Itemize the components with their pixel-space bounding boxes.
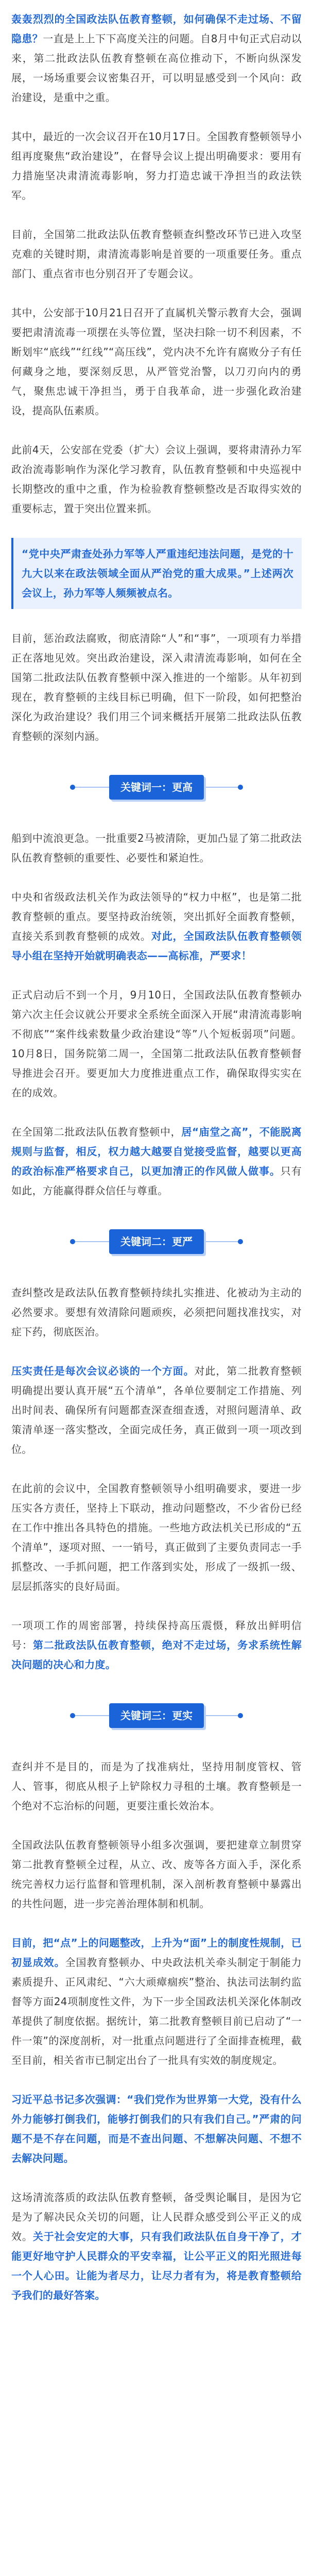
intro-paragraph-6: 目前，惩治政法腐败，彻底清除“人”和“事”，一项项有力举措正在落地见效。突出政治建设，深入肃清流毒影响，如何在全国第二批政法队伍教育整顿中深入推进的一个缩影。从年初到现在，教育整顿的主线目标已明确，但下一阶段，如何把整治深化为政治建设？我们用三个词来概括开展第二批政法队伍教育整顿的深刻内涵。 (11, 632, 302, 742)
divider-dot-icon (70, 1239, 75, 1244)
divider-dot-icon (238, 1713, 243, 1718)
section3-p5-emph: 关于社会安定的大事，只有我们政法队伍自身干净了，才能更好地守护人民群众的平安幸福，让公平正义的阳光照进每一个人心田。让能为者尽力，让尽力者有为，将是教育整顿给予我们的最好答案。 (11, 2230, 302, 2301)
intro-lead: 轰轰烈烈的全国政法队伍教育整顿，如何确保不走过场、不留隐患？ (11, 13, 302, 45)
section3-paragraph-5 (11, 2188, 302, 2305)
highlight-quote (11, 538, 302, 609)
section3-p3-emph: 目前，把“点”上的问题整改，上升为“面”上的制度性规制，已初显成效。 (11, 1937, 302, 1969)
section1-paragraph-2 (11, 887, 302, 965)
section1-p4-emph: 居“庙堂之高”，不能脱离规则与监督，相反，权力越大越要自觉接受监督，越要以更高的政治标准严格要求自己，以更加清正的作风做人做事。 (11, 1126, 302, 1177)
section1-p4-lead: 在全国第二批政法队伍教育整顿中， (11, 1126, 182, 1138)
section2-p2-emph: 压实责任是每次会议必谈的一个方面。 (11, 1365, 195, 1377)
section2-p2-rest: 对此，第二批教育整顿明确提出要认真开展“五个清单”，各单位要制定工作措施、列出时间表、确保所有问题都查深查细查透，对照问题清单、政策清单逐一落实整改，全面完成任务，真正做到一项一项改到位。 (11, 1365, 302, 1455)
divider-dot-icon (238, 1239, 243, 1244)
section-header-2 (11, 1220, 302, 1263)
section2-p4-text: 一项项工作的周密部署，持续保持高压震慑，释放出鲜明信号： (11, 1619, 302, 1651)
section1-paragraph-1: 船到中流浪更急。一批重要2马被清除，更加凸显了第二批政法队伍教育整顿的重要性、必要性和紧迫性。 (11, 832, 302, 864)
section2-paragraph-4 (11, 1616, 302, 1674)
intro-paragraph-5: 此前4天，公安部在党委（扩大）会议上强调，要将肃清孙力军政治流毒影响作为深化学习教育，队伍教育整顿和中央巡视中长期整改的重中之重，作为检验教育整顿整改是否取得实效的重要标志，置于突出位置来抓。 (11, 444, 302, 515)
section1-p4-rest: 只有如此，方能赢得群众信任与尊重。 (11, 1165, 302, 1197)
section3-p3-rest: 全国教育整顿办、中央政法机关牵头制定于制能力素质提升、正风肃纪、“六大顽瘴痼疾”整治、执法司法制约监督等方面24项制度性文件，为下一步全国政法机关深化体制改革提供了制度依据。据统计，第二批教育整顿目前已启动了“一件一策”的深度剖析，对一批重点问题进行了全面排查梳理，截至目前，相关省市已制定出台了一批具有实效的制度规定。 (11, 1956, 302, 2066)
section-header-1 (11, 766, 302, 809)
section2-paragraph-1: 查纠整改是政法队伍教育整顿持续扎实推进、化被动为主动的必然要求。要想有效清除问题顽疾，必须把问题找准找实，对症下药，彻底医治。 (11, 1286, 302, 1338)
section2-paragraph-2 (11, 1361, 302, 1459)
highlight-quote-text: “党中央严肃查处孙力军等人严重违纪违法问题，是党的十九大以来在政法领域全面从严治党的重大成果。”上述两次会议上，孙力军等人频频被点名。 (22, 548, 293, 599)
intro-paragraph-2: 其中，最近的一次会议召开在10月17日。全国教育整顿领导小组再度聚焦“政治建设”，在督导会议上提出明确要求：要用有力措施坚决肃清流毒影响，努力打造忠诚干净担当的政法铁军。 (11, 130, 302, 201)
section1-p2-text: 中央和省级政法机关作为政法领导的“权力中枢”，也是第二批教育整顿的重点。要坚持政治统领，突出抓好全面教育整顿，直接关系到教育整顿的成效。 (11, 891, 302, 942)
section3-paragraph-1: 查纠并不是目的，而是为了找准病灶，坚持用制度管权、管人、管事，彻底从根子上铲除权力寻租的土壤。教育整顿是一个绝对不忘治标的问题，更要注重长效治本。 (11, 1760, 302, 1812)
intro-paragraph-4: 其中，公安部于10月21日召开了直属机关警示教育大会，强调要把肃清流毒一项摆在头等位置，坚决扫除一切不利因素，不断划牢“底线”“红线”“高压线”，党内决不允许有腐败分子有任何藏身之地，要深刻反思，从严管党治警，以刀刃向内的勇气，聚焦忠诚干净担当，勇于自我革命，进一步强化政治建设，提高队伍素质。 (11, 307, 302, 417)
section3-p5-lead: 这场清流落质的政法队伍教育整顿，备受舆论瞩目，是因为它是为了解决民众关切的问题，让人民群众感受到公平正义的成效。 (11, 2191, 302, 2243)
section-title-badge: 关键词一：更高 (109, 775, 204, 800)
section2-p4-emph: 第二批政法队伍教育整顿，绝对不走过场，务求系统性解决问题的决心和力度。 (11, 1639, 302, 1671)
section-title-badge: 关键词三：更实 (109, 1703, 204, 1728)
section-title-badge: 关键词二：更严 (109, 1229, 204, 1254)
section1-paragraph-3: 正式启动后不到一个月，9月10日，全国政法队伍教育整顿办第六次主任会议就公开要求全系统全面深入开展“肃清流毒影响不彻底”“案件线索数量少政治建设“等”八个短板弱项”问题。10月8日，国务院第二周一，全国第二批政法队伍教育整顿督导推进会召开。要更加大力度推进重点工作，确保取得实实在在的成效。 (11, 989, 302, 1099)
section2-paragraph-3: 在此前的会议中，全国教育整顿领导小组明确要求，要进一步压实各方责任，坚持上下联动，推动问题整改，不少省份已经在工作中推出各具特色的措施。一些地方政法机关已形成的“五个清单”，逐项对照、一一销号，真正做到了主要负责同志一手抓整改、一手抓问题，把工作落到实处，形成了一级抓一级、层层抓落实的良好局面。 (11, 1482, 302, 1592)
intro-paragraph-3: 目前，全国第二批政法队伍教育整顿查纠整改环节已进入攻坚克难的关键时期，肃清流毒影响是首要的一项重要任务。重点部门、重点省市也分别召开了专题会议。 (11, 228, 302, 280)
divider-dot-icon (70, 1713, 75, 1718)
divider-dot-icon (70, 785, 75, 790)
intro-rest: 一直是上上下下高度关注的问题。自8月中旬正式启动以来，第二批政法队伍教育整顿在高位推动下，不断向纵深发展，一场场重要会议密集召开，可以明显感受到一个风向：政治建设，是重中之重。 (11, 32, 302, 104)
section3-paragraph-3 (11, 1933, 302, 2070)
intro-paragraph-1 (11, 9, 302, 107)
section1-paragraph-4 (11, 1122, 302, 1200)
section1-p2-emph: 对此，全国政法队伍教育整顿领导小组在坚持开始就明确表态——高标准，严要求！ (11, 930, 302, 962)
section-header-3 (11, 1694, 302, 1737)
section3-paragraph-2: 全国政法队伍教育整顿领导小组多次强调，要把建章立制贯穿第二批教育整顿全过程，从立、改、废等各方面入手，深化系统完善权力运行监督和管理机制，深入剖析教育整顿中暴露出的共性问题，进一步完善治理体制和机制。 (11, 1839, 302, 1910)
section3-paragraph-4: 习近平总书记多次强调：“我们党作为世界第一大党，没有什么外力能够打倒我们，能够打倒我们的只有我们自己。”严肃的问题不是不存在问题，而是不查出问题、不想解决问题、不想不去解决问题。 (11, 2093, 302, 2164)
divider-dot-icon (238, 785, 243, 790)
